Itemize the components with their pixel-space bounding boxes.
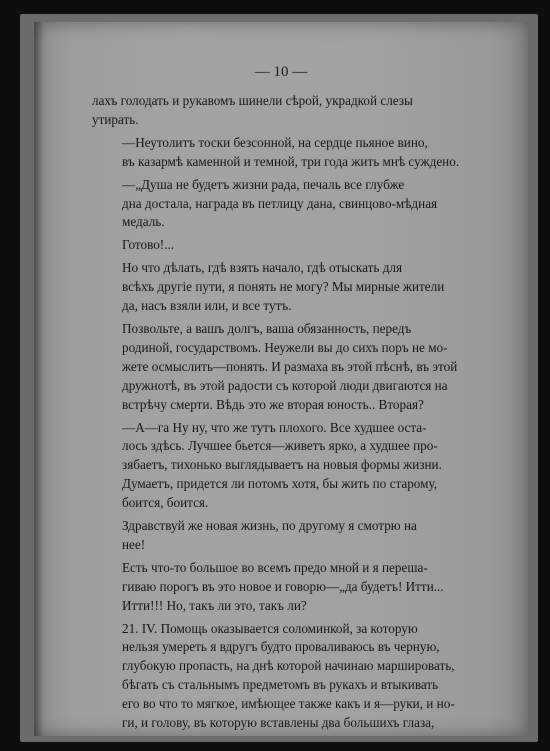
- text-line: всѣхъ другіе пути, я понять не могу? Мы мирные жители: [122, 279, 445, 295]
- text-line: —„Душа не будетъ жизни рада, печаль все глубже: [122, 176, 405, 192]
- text-line: —А—га Ну ну, что же тутъ плохого. Все худшее оста-: [122, 419, 427, 435]
- text-line: ги, и голову, въ которую вставлены два большихъ глаза,: [122, 715, 435, 731]
- text-line: въ казармѣ каменной и темной, три года жить мнѣ суждено.: [122, 153, 460, 169]
- text-line: лось здѣсь. Лучшее бьется—живетъ ярко, а худшее про-: [122, 438, 438, 454]
- paragraph: [92, 176, 486, 233]
- text-line: Есть что-то большое во всемъ предо мной и я переша-: [122, 559, 428, 575]
- body-text: [92, 92, 486, 737]
- text-line: дна достала, награда въ петлицу дана, свинцово-мѣдная: [122, 195, 438, 211]
- paragraph: [92, 517, 486, 555]
- text-line: Итти!!! Но, такъ ли это, такъ ли?: [122, 597, 307, 613]
- text-line: зябаетъ, тихонько выглядываетъ на новыя формы жизни.: [122, 457, 442, 473]
- paragraph: [92, 559, 486, 616]
- text-line: его во что то мягкое, имѣющее также какъ и я—руки, и но-: [122, 696, 455, 712]
- text-line: —Неутолитъ тоски безсонной, на сердце пьяное вино,: [122, 134, 428, 150]
- text-line: 21. IV. Помощь оказывается соломинкой, за которую: [122, 620, 418, 636]
- paragraph: [92, 419, 486, 514]
- paragraph: [92, 620, 486, 733]
- paragraph: [92, 134, 486, 172]
- text-line: Но что дѣлать, гдѣ взять начало, гдѣ отыскать для: [122, 260, 403, 276]
- text-line: Позвольте, а вашъ долгъ, ваша обязанность, передъ: [122, 320, 412, 336]
- page-number: — 10 —: [254, 64, 308, 80]
- text-line: дружнотѣ, въ этой радости съ которой люди двигаются на: [122, 377, 448, 393]
- text-line: жете осмыслить—понять. И размаха въ этой пѣснѣ, въ этой: [122, 358, 458, 374]
- text-line: Здравствуй же новая жизнь, по другому я смотрю на: [122, 518, 417, 534]
- text-line: лахъ голодать и рукавомъ шинели сѣрой, украдкой слезы: [92, 93, 413, 108]
- paragraph: [92, 236, 486, 255]
- text-line: боится, боится.: [122, 495, 209, 511]
- text-line: родиной, государствомъ. Неужели вы до сихъ поръ не мо-: [122, 339, 448, 355]
- text-line: глубокую пропасть, на днѣ которой начинаю маршировать,: [122, 658, 455, 674]
- text-line: утирать.: [92, 111, 139, 127]
- text-line: гиваю порогъ въ это новое и говорю—„да будетъ! Итти...: [122, 578, 444, 594]
- paragraph: [92, 259, 486, 316]
- text-line: Готово!...: [122, 237, 175, 253]
- text-line: нельзя умереть я вдругъ будто проваливаюсь въ черную,: [122, 639, 440, 655]
- text-line: нее!: [122, 536, 146, 552]
- text-line: да, насъ взяли или, и все тутъ.: [122, 298, 292, 314]
- text-line: бѣгать съ стальнымъ предметомъ въ рукахъ и втыкивать: [122, 677, 439, 693]
- paragraph: [92, 320, 486, 415]
- paragraph: [92, 92, 486, 130]
- text-line: медаль.: [122, 214, 165, 230]
- text-line: встрѣчу смерти. Вѣдь это же вторая юность.. Вторая?: [122, 396, 424, 412]
- text-line: Думаетъ, придется ли потомъ хотя, бы жить по старому,: [122, 476, 438, 492]
